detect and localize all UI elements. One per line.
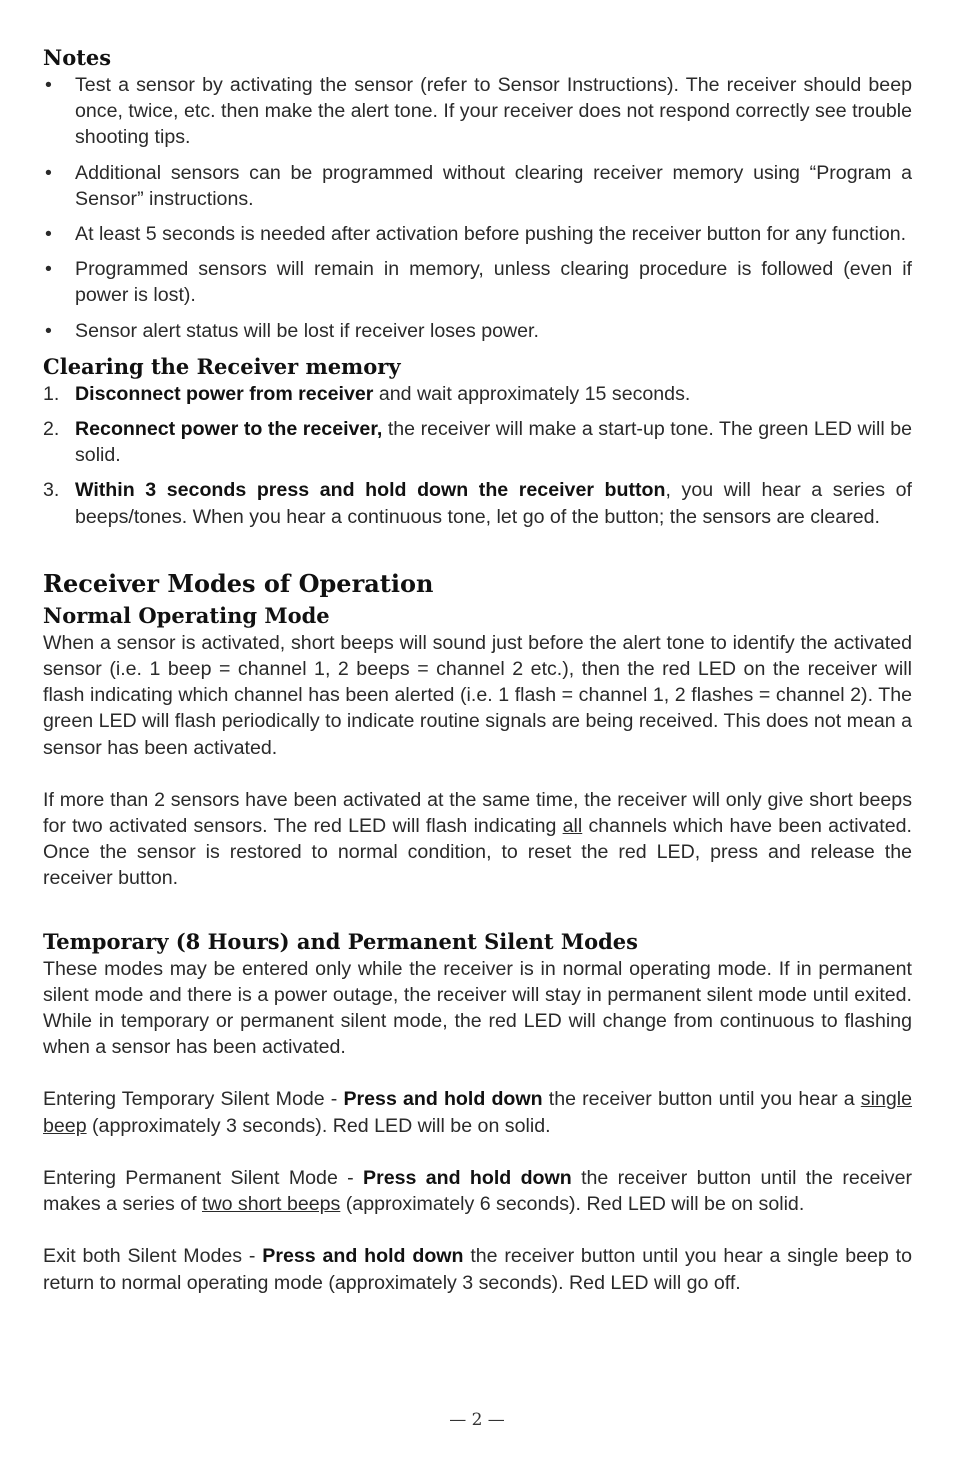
modes-heading: Receiver Modes of Operation <box>43 568 434 598</box>
permanent-silent-paragraph: Entering Permanent Silent Mode - Press and hold down the receiver button until the receiver makes a series of two short beeps (approximately 6 seconds). Red LED will be on solid. <box>43 1166 913 1216</box>
list-item: • Programmed sensors will remain in memory, unless clearing procedure is followed (even if power is lost). <box>45 258 912 307</box>
normal-mode-paragraph-2: If more than 2 sensors have been activated at the same time, the receiver will only give short beeps for two activated sensors. The red LED will flash indicating all channels which have been activated. Once the sensor is restored to normal condition, to reset the red LED, press and release the receiver button. <box>43 788 912 890</box>
document-page <box>43 44 912 1296</box>
step-item: 3. Within 3 seconds press and hold down the receiver button, you will hear a series of beeps/tones. When you hear a continuous tone, let go of the button; the sensors are cleared. <box>43 479 912 528</box>
silent-modes-heading: Temporary (8 Hours) and Permanent Silent Modes <box>43 928 638 954</box>
silent-modes-intro: These modes may be entered only while the receiver is in normal operating mode. If in permanent silent mode and there is a power outage, the receiver will stay in permanent silent mode until exited. While in temporary or permanent silent mode, the red LED will change from continuous to flashing when a sensor has been activated. <box>43 957 912 1059</box>
normal-mode-paragraph: When a sensor is activated, short beeps will sound just before the alert tone to identify the activated sensor (i.e. 1 beep = channel 1, 2 beeps = channel 2 etc.), then the red LED on the receiver will flash indicating which channel has been alerted (i.e. 1 flash = channel 1, 2 flashes = channel 2). The green LED will flash periodically to indicate routine signals are being received. This does not mean a sensor has been activated. <box>43 631 912 759</box>
bullet-icon: • <box>45 319 52 342</box>
clearing-heading: Clearing the Receiver memory <box>43 353 401 379</box>
page-number: — 2 — <box>449 1410 505 1430</box>
temporary-silent-paragraph: Entering Temporary Silent Mode - Press and hold down the receiver button until you hear a single beep (approximately 3 seconds). Red LED will be on solid. <box>43 1088 912 1137</box>
list-item: • At least 5 seconds is needed after activation before pushing the receiver button for any function. <box>43 221 912 247</box>
bullet-icon: • <box>45 223 52 246</box>
step-item: 1. Disconnect power from receiver and wait approximately 15 seconds. <box>43 382 691 405</box>
list-item: • Additional sensors can be programmed without clearing receiver memory using “Program a Sensor” instructions. <box>45 161 912 210</box>
notes-heading: Notes <box>43 45 112 70</box>
bullet-icon: • <box>45 161 52 184</box>
notes-list <box>43 72 912 344</box>
step-item: 2. Reconnect power to the receiver, the receiver will make a start-up tone. The green LED will be solid. <box>43 418 912 467</box>
normal-mode-heading: Normal Operating Mode <box>43 602 330 628</box>
bullet-icon: • <box>45 74 52 96</box>
list-item: • Sensor alert status will be lost if receiver loses power. <box>43 318 912 344</box>
list-item: • Test a sensor by activating the sensor (refer to Sensor Instructions). The receiver should beep once, twice, etc. then make the alert tone. If your receiver does not respond correctly see trouble shooting tips. <box>45 74 912 149</box>
exit-silent-paragraph: Exit both Silent Modes - Press and hold down the receiver button until you hear a single beep to return to normal operating mode (approximately 3 seconds). Red LED will go off. <box>43 1245 912 1294</box>
clearing-steps <box>43 381 912 530</box>
bullet-icon: • <box>45 258 52 281</box>
